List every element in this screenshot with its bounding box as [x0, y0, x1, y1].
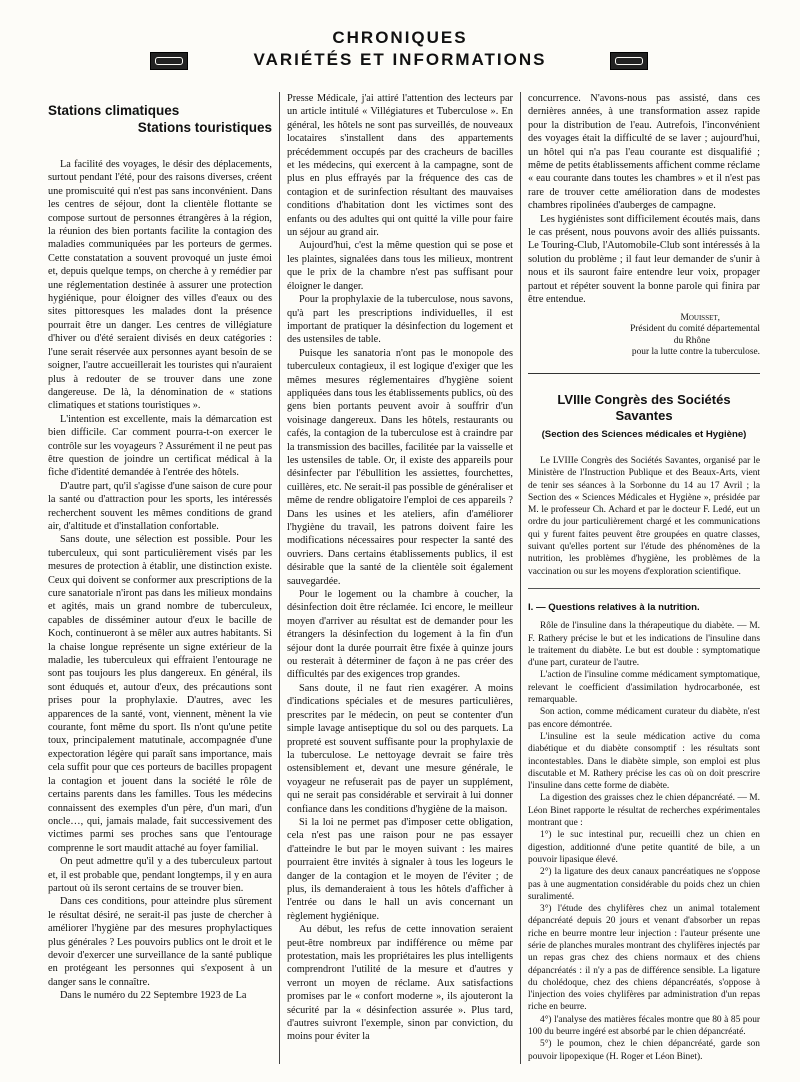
section-title-varietes: VARIÉTÉS ET INFORMATIONS: [253, 50, 547, 69]
paragraph: La digestion des graisses chez le chien dépancréaté. — M. Léon Binet rapporte le résultat de recherches expérimentales montrant que :: [528, 793, 760, 829]
ornament-right-icon: [610, 52, 648, 70]
paragraph: Aujourd'hui, c'est la même question qui se pose et les plaintes, signalées dans tous les milieux, montrent que le prix de la chambre n'est pas suffisant pour éloigner le danger.: [287, 240, 513, 292]
section-title-chroniques: CHRONIQUES: [332, 28, 468, 47]
paragraph: 3°) l'étude des chylifères chez un animal totalement dépancréaté depuis 20 jours et venant d'absorber un repas riche en beurre montre leur injection : l'auteur présente une série de planches murales montrant des chylifères injectés par un repas gras chez des chiens normaux et des chiens dépancréatés : il n'y a pas de différence sensible. La ligature du cholédoque, chez des chiens dépancréatés, s'oppose à l'injection des voies chylifères par administration d'un repas riche en beurre.: [528, 904, 760, 1013]
article-title-line-2: Stations touristiques: [137, 120, 272, 135]
paragraph: Son action, comme médicament curateur du diabète, n'est pas encore démontrée.: [528, 707, 760, 730]
signature-block: [528, 313, 760, 359]
paragraph: Si la loi ne permet pas d'imposer cette obligation, cela n'est pas une raison pour ne pas essayer d'atteindre le but par le moyen suivant : les maires pourraient être invités à signaler à tous les logeurs le danger de la contagion et le moyen de l'éviter ; de plus, ils demanderaient à tous les hôtels d'afficher à l'entrée ou dans le hall un avis concernant un règlement hygiénique.: [287, 816, 513, 922]
paragraph: L'intention est excellente, mais la démarcation est bien difficile. Car comment pourra-t-on exercer le contrôle sur les voyageurs ? Assurément il ne peut pas être question de joindre un certificat médical à la fiche d'identité demandée à l'entrée des hôtels.: [48, 413, 272, 479]
column-divider: [279, 92, 280, 1064]
page-header: [0, 0, 800, 80]
article-divider: [528, 373, 760, 374]
paragraph: La facilité des voyages, le désir des déplacements, surtout pendant l'été, pour des raisons diverses, créent une promiscuité qui n'est pas sans inconvénient. Dans les centres de séjour, dont la clientèle flottante se compose surtout de personnes étrangères à la région, la réunion des bien portants facilite la contagion des maladies communiquées par les porteurs de germes. Cette constatation a souvent provoqué un juste émoi et, depuis quelque temps, on cherche à y remédier par une réglementation destinée à assurer une protection hygiénique, pour éloigner des villes d'eaux ou des sites pittoresques les malades dont la présence pourrait être un danger. Les centres de villégiature d'hiver ou d'été seraient divisés en deux catégories : l'une serait réservée aux personnes ayant besoin de se soigner, l'autre accueillerait les touristes qui n'auraient plus à redouter de se trouver dans une zone dangereuse. De là, la dénomination de « stations climatiques et stations touristiques ».: [48, 159, 272, 412]
paragraph: L'action de l'insuline comme médicament symptomatique, relevant le coefficient d'assimilation hydrocarbonée, est remarquable.: [528, 670, 760, 706]
section-heading: I. — Questions relatives à la nutrition.: [528, 601, 700, 613]
paragraph: Sans doute, une sélection est possible. Pour les tuberculeux, qui sont particulièrement visés par les mesures de protection à établir, une distinction existe. Ceux qui doivent se conformer aux prescriptions de la cure sanatoriale n'iront pas dans les milieux mondains et agités, mais un grand nombre de tuberculeux, capables de disséminer autour d'eux le bacille de Koch, continueront à se mêler aux autres habitants. Si la chaise longue représente un signe extérieur de la maladie, les tuberculeux qui effraient l'entourage ne sont pas toujours les plus dangereux. En général, ils sont éduqués et, autour d'eux, des précautions sont prises pour la prophylaxie. D'autres, avec les apparences de la santé, vont, viennent, mènent la vie courante, font même du sport. Ils n'ont qu'une petite toux, principalement matutinale, accompagnée d'une expectoration légère qui paraît sans importance, mais cela suffit pour que ces porteurs de bacilles propagent la contagion et jouent dans la société le rôle de certains parents dans les familles. Tous les médecins connaissent des exemples d'un père, d'un mari, d'un oncle…, qui, jamais malade, fait successivement des victimes parmi ses proches sans que l'entourage comprenne le sort maudit attaché au foyer familial.: [48, 534, 272, 854]
signature-name: Mouisset,: [680, 312, 720, 323]
paragraph: Dans ces conditions, pour atteindre plus sûrement le résultat désiré, ne serait-il pas juste de chercher à améliorer l'hygiène par des mesures prophylactiques plus générales ? Les pouvoirs publics ont le droit et le devoir d'exercer une surveillance de la santé publique en protégeant les personnes qui s'exposent à un danger sans le connaître.: [48, 896, 272, 988]
paragraph: D'autre part, qu'il s'agisse d'une saison de cure pour la santé ou d'attraction pour les sports, les intéressés recherchent souvent les mêmes conditions de grand air, d'altitude et d'installation confortable.: [48, 480, 272, 532]
paragraph: Les hygiénistes sont difficilement écoutés mais, dans le cas présent, nous pouvons avoir des alliés puissants. Le Touring-Club, l'Automobile-Club sont intéressés à la solution du problème ; il faut leur demander de s'unir à nous et ils sauront faire entendre leur voix, propager partout et répéter souvent la bonne parole qui finira par être entendue.: [528, 213, 760, 306]
signature-role: Président du comité départemental: [630, 324, 760, 334]
column-3: [528, 92, 760, 1063]
paragraph: Le LVIIIe Congrès des Sociétés Savantes, organisé par le Ministère de l'Instruction Publique et des Beaux-Arts, vient de tenir ses séances à la Sorbonne du 14 au 17 Avril ; la Section des « Sciences Médicales et Hygiène », présidée par M. le professeur Ch. Achard et par le docteur F. Ledé, eut un ordre du jour particulièrement chargé et les communications qui y furent faites peuvent être groupées en quatre classes, suivant qu'elles portent sur l'étude des phénomènes de la nutrition, les problèmes d'hygiène, les problèmes de la vaccination ou sur les moyens d'exploration scientifique.: [528, 455, 760, 577]
paragraph: concurrence. N'avons-nous pas assisté, dans ces dernières années, à une transformation assez rapide pour la distribution de l'eau. Autrefois, l'inconvénient des voyages était la difficulté de se laver ; aujourd'hui, un hôtel qui n'a pas l'eau courante est disqualifié ; même de petits établissements affichent comme réclame « eau courante dans toutes les chambres » et il n'est pas rare de trouver cette amélioration dans de modestes chambres ripolinées d'auberges de campagne.: [528, 93, 760, 212]
signature-role: pour la lutte contre la tuberculose.: [631, 347, 760, 357]
paragraph: 4°) l'analyse des matières fécales montre que 80 à 85 pour 100 du beurre ingéré est absorbé par le chien dépancréaté.: [528, 1014, 760, 1038]
paragraph: Pour le logement ou la chambre à coucher, la désinfection doit être réclamée. Ici encore, le meilleur moyen d'arriver au résultat est de demander pour les étrangers la désinfection du logement à la fin d'un séjour dont la durée pourrait être fixée à quinze jours ou resterait à déterminer de façon à ne pas créer des difficultés par des exigences trop grandes.: [287, 589, 513, 681]
paragraph: Pour la prophylaxie de la tuberculose, nous savons, qu'à part les prescriptions individuelles, il est important de pratiquer la désinfection du logement et des ustensiles de table.: [287, 294, 513, 346]
paragraph: Presse Médicale, j'ai attiré l'attention des lecteurs par un article intitulé « Villégiatures et Tuberculose ». En général, les hôtels ne sont pas surveillés, de nouveaux locataires s'installent dans des appartements précédemment occupés par des cracheurs de bacilles et les médecins, qui exercent à la campagne, sont de plus en plus effrayés par la fréquence des cas de contagion et de surinfection résultant des mauvaises conditions d'habitation dont les victimes sont des enfants ou des adultes qui ont quitté la ville pour faire un séjour au grand air.: [287, 93, 513, 239]
paragraph: 2°) la ligature des deux canaux pancréatiques ne s'oppose pas à une augmentation considérable du poids chez un chien suralimenté.: [528, 867, 760, 902]
signature-role: du Rhône: [673, 335, 710, 346]
paragraph: L'insuline est la seule médication active du coma diabétique et du diabète consomptif : les résultats sont incontestables. Dans le diabète simple, son emploi est plus discutable et M. Rathery précise les cas où on doit prescrire l'insuline dans cette forme de diabète.: [528, 731, 760, 792]
paragraph: Rôle de l'insuline dans la thérapeutique du diabète. — M. F. Rathery précise le but et les indications de l'insuline dans le traitement du diabète. Le but est double : symptomatique d'une part, curateur de l'autre.: [528, 621, 760, 669]
section-divider: [528, 588, 760, 589]
paragraph: Au début, les refus de cette innovation seraient peut-être nombreux par indifférence ou même par protestation, mais les propriétaires les plus intelligents comprendront l'utilité de la mesure et d'autres y verront un moyen de réclame. Aux satisfactions promises par le « confort moderne », ils ajouteront la sécurité par la « désinfection assurée ». Plus tard, d'autres suivront l'exemple, sinon par conviction, du moins pour éviter la: [287, 924, 513, 1043]
article-title-line-1: Stations climatiques: [48, 103, 180, 118]
paragraph: 5°) le poumon, chez le chien dépancréaté, garde son pouvoir lipopexique (H. Roger et Léon Binet).: [528, 1039, 760, 1062]
congress-title: LVIIIe Congrès des Sociétés Savantes: [557, 391, 731, 423]
paragraph: Sans doute, il ne faut rien exagérer. A moins d'indications spéciales et de mesures particulières, prescrites par le médecin, on peut se contenter d'un simple lavage antiseptique du sol ou des parquets. La propreté est souvent suffisante pour la prophylaxie de la tuberculose. Le nettoyage devrait se faire très ostensiblement et, devant une mesure générale, le voyageur ne refuserait pas de payer un supplément, qui ne serait pas considérable et servirait à lui donner confiance dans les conditions d'hygiène de la maison.: [287, 682, 513, 815]
column-divider: [520, 92, 521, 1064]
column-2: [287, 92, 513, 1044]
paragraph: Dans le numéro du 22 Septembre 1923 de La: [60, 990, 247, 1002]
article-title: [48, 102, 272, 136]
column-1: [48, 92, 272, 1003]
congress-subtitle: (Section des Sciences médicales et Hygiène): [541, 428, 747, 440]
paragraph: Puisque les sanatoria n'ont pas le monopole des tuberculeux contagieux, il est logique d'exiger que les mêmes mesures réglementaires d'hygiène soient appliquées dans tous les établissements publics, où des gens bien portants peuvent avoir à souffrir d'un voisinage dangereux. Dans les hôtels, restaurants ou cafés, la contagion de la tuberculose est à craindre par la transmission des bacilles, facilitée par la vaisselle et les ustensiles de table. Or, il existe des appareils pour désinfecter par l'ébullition les assiettes, fourchettes, cuillères, etc. Ne serait-il pas possible de généraliser et même de rendre obligatoire l'emploi de ces appareils ? Dans les usines et les ateliers, afin d'améliorer l'hygiène du travail, les patrons doivent faire les modifications nécessaires pour respecter la santé des ouvriers. Dans certains établissements publics, il est désirable que la santé de la clientèle soit également sauvegardée.: [287, 347, 513, 587]
paragraph: 1°) le suc intestinal pur, recueilli chez un chien en digestion, additionné d'une petite quantité de bile, a un pouvoir lipasique élevé.: [528, 830, 760, 865]
paragraph: On peut admettre qu'il y a des tuberculeux partout et, il est probable que, pendant longtemps, il y en aura partout où ils seront certains de se trouver bien.: [48, 856, 272, 894]
